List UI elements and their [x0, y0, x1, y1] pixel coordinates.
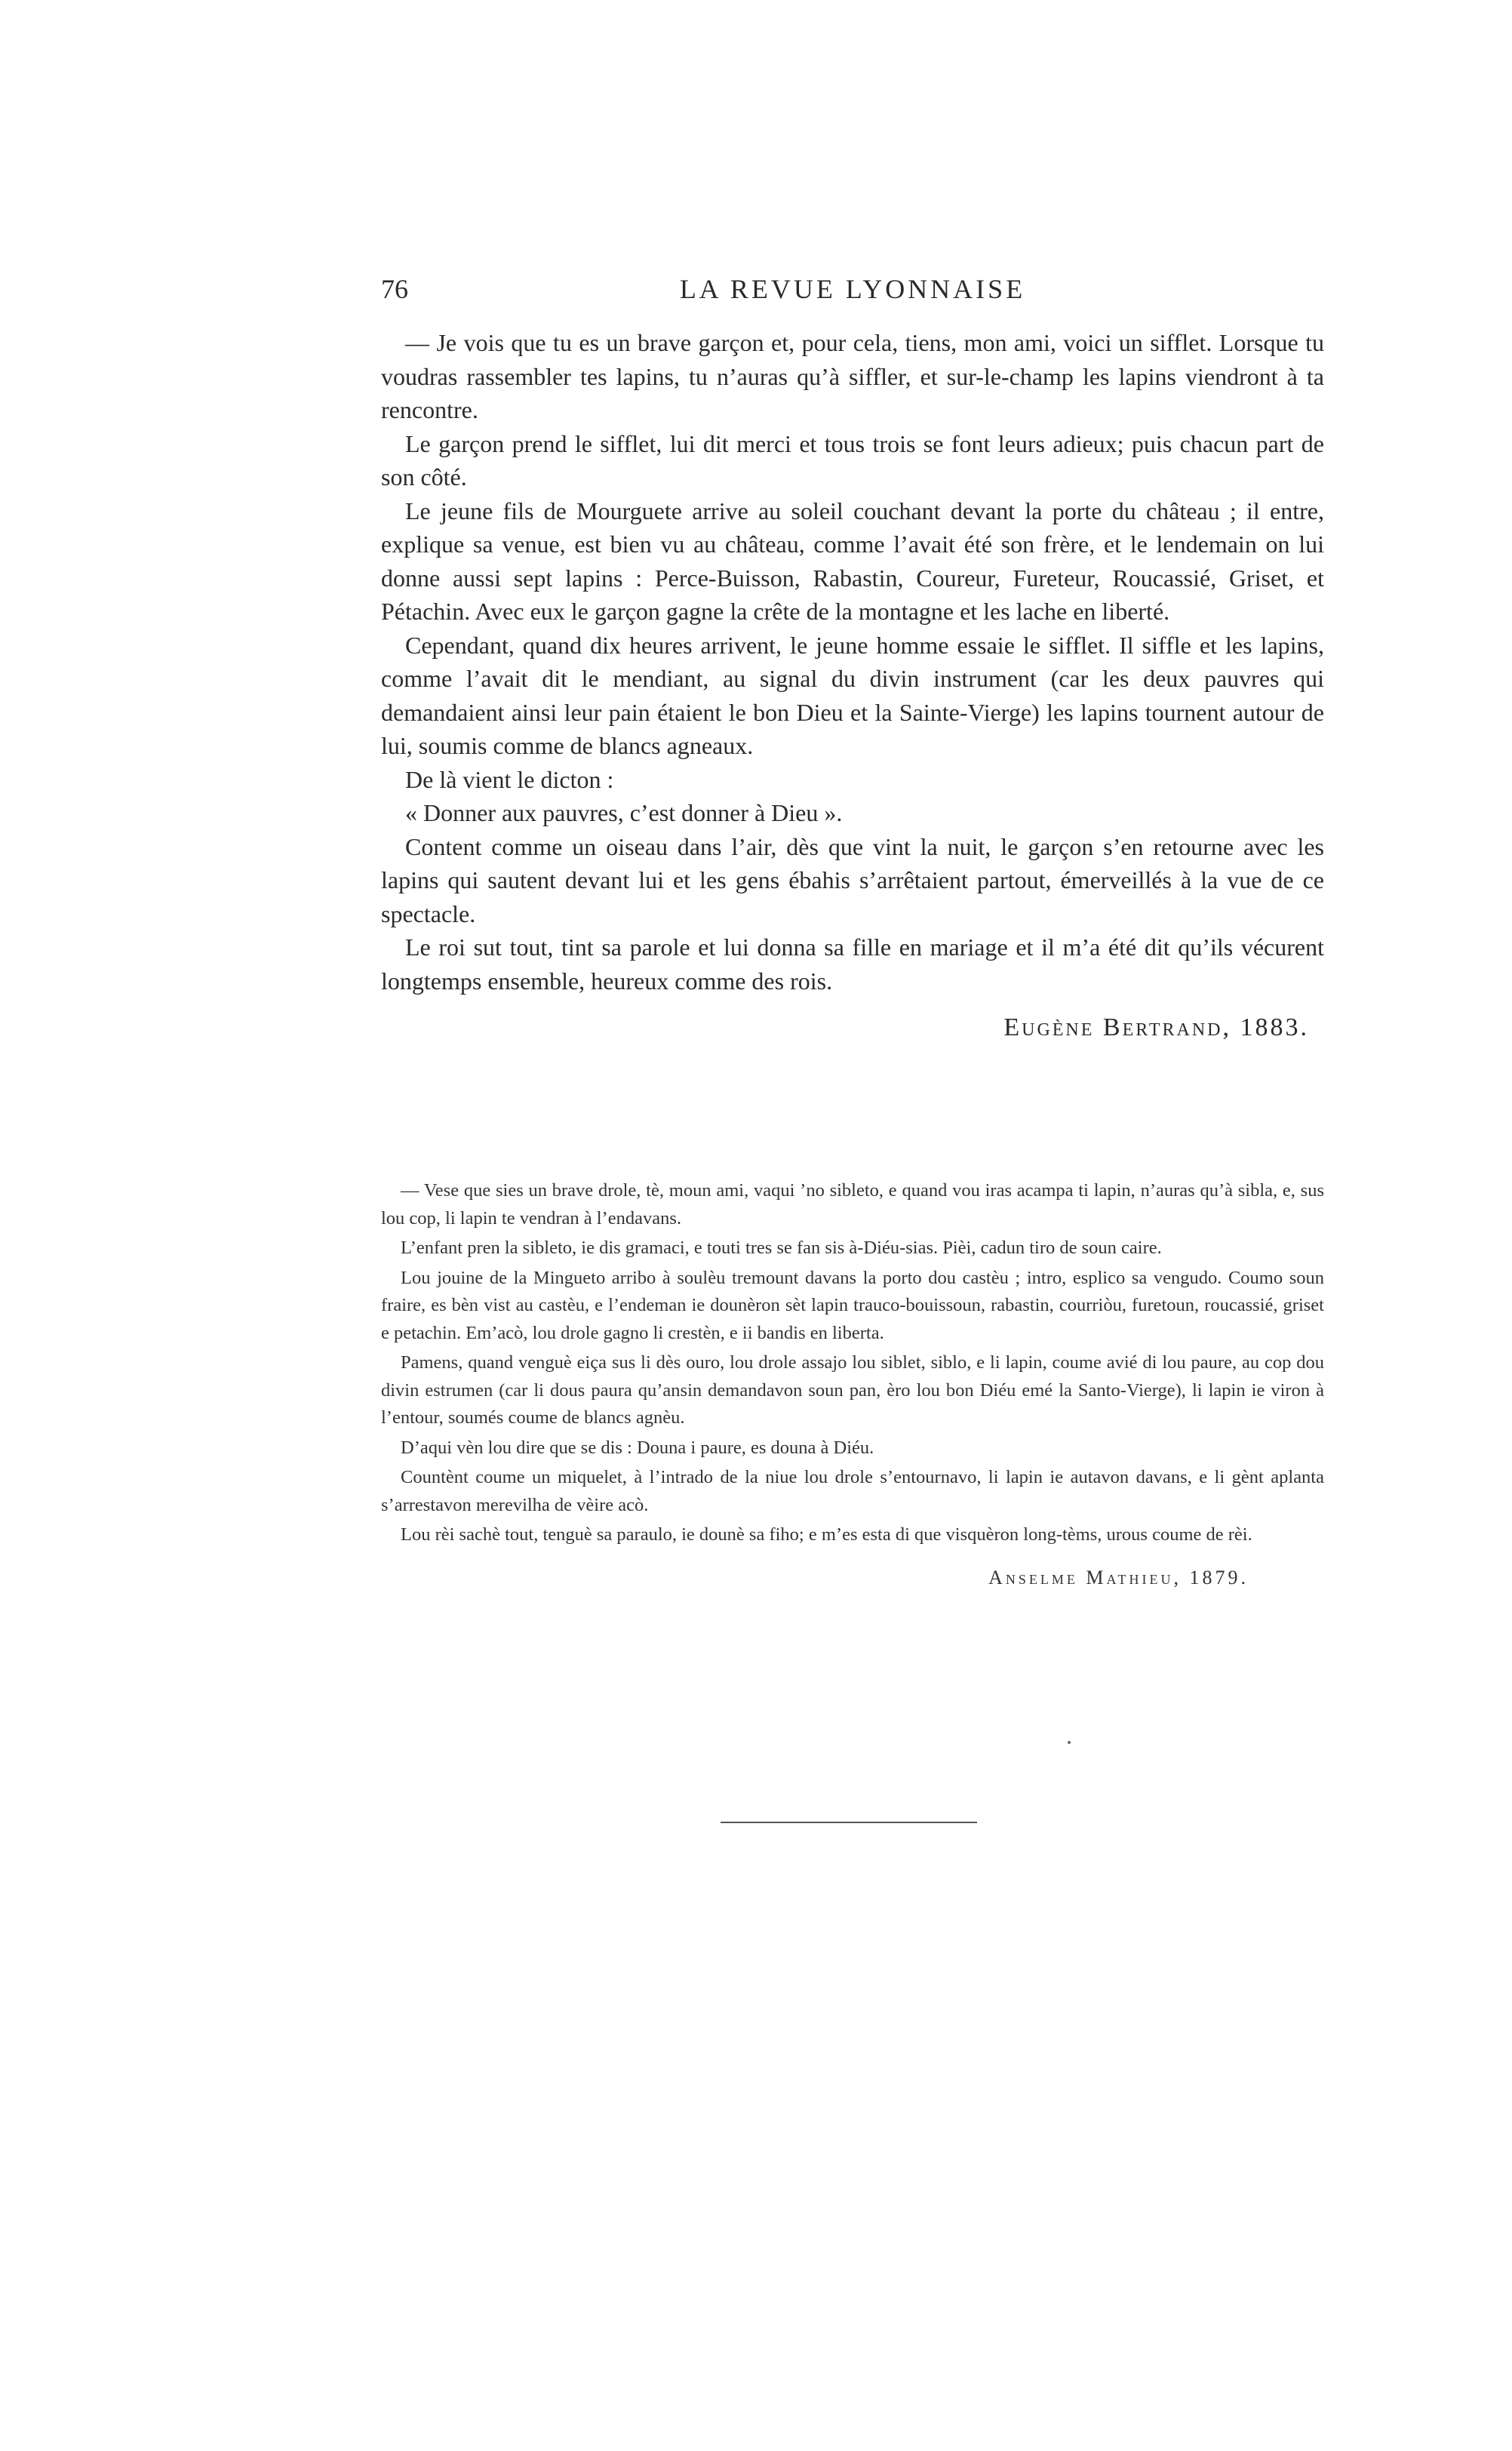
- provencal-original-text: [381, 1177, 1324, 1591]
- note-paragraph-3: Lou jouine de la Mingueto arribo à soulèu tremount davans la porto dou castèu ; intro, esplico sa vengudo. Coumo soun fraire, es bèn vist au castèu, e l’endeman ie dounèron sèt lapin trauco-bouissoun, rabastin, courriòu, furetoun, roucassié, griset e petachin. Em’acò, lou drole gagno li crestèn, e ii bandis en liberta.: [381, 1267, 1324, 1343]
- note-paragraph-5: D’aqui vèn lou dire que se dis : Douna i paure, es douna à Diéu.: [401, 1437, 874, 1458]
- note-paragraph-6: Countènt coume un miquelet, à l’intrado de la niue lou drole s’entournavo, li lapin ie autavon davans, e li gènt aplanta s’arrestavon merevilha de vèire acò.: [381, 1467, 1324, 1515]
- paragraph-2: Le garçon prend le sifflet, lui dit merci et tous trois se font leurs adieux; puis chacun part de son côté.: [381, 429, 1324, 491]
- note-paragraph-2: L’enfant pren la sibleto, ie dis gramaci, e touti tres se fan sis à-Diéu-sias. Pièi, cadun tiro de soun caire.: [401, 1238, 1162, 1258]
- paragraph-4: Cependant, quand dix heures arrivent, le jeune homme essaie le sifflet. Il siffle et les lapins, comme l’avait dit le mendiant, au signal du divin instrument (car les deux pauvres qui demandaient ainsi leur pain étaient le bon Dieu et la Sainte-Vierge) les lapins tournent autour de lui, soumis comme de blancs agneaux.: [381, 631, 1324, 759]
- author-signature: Eugène Bertrand, 1883.: [1003, 1013, 1309, 1041]
- paragraph-3: Le jeune fils de Mourguete arrive au soleil couchant devant la porte du château ; il entre, explique sa venue, est bien vu au château, comme l’avait été son frère, et le lendemain on lui donne aussi sept lapins : Perce-Buisson, Rabastin, Coureur, Fureteur, Roucassié, Griset, et Pétachin. Avec eux le garçon gagne la crête de la montagne et les lache en liberté.: [381, 497, 1324, 625]
- note-paragraph-4: Pamens, quand venguè eiça sus li dès ouro, lou drole assajo lou siblet, siblo, e li lapin, coume avié di lou paure, au cop dou divin estrumen (car li dous paura qu’ansin demandavon soun pan, èro lou bon Diéu emé la Santo-Vierge), li lapin ie viron à l’entour, soumés coume de blancs agnèu.: [381, 1352, 1324, 1428]
- paragraph-1: — Je vois que tu es un brave garçon et, pour cela, tiens, mon ami, voici un sifflet. Lorsque tu voudras rassembler tes lapins, tu n’auras qu’à siffler, et sur-le-champ les lapins viendront à ta rencontre.: [381, 329, 1324, 423]
- main-text: [381, 326, 1324, 1045]
- note-paragraph-1: — Vese que sies un brave drole, tè, moun ami, vaqui ’no sibleto, e quand vou iras acampa ti lapin, n’auras qu’à sibla, e, sus lou cop, li lapin te vendran à l’endavans.: [381, 1180, 1324, 1229]
- page-number: 76: [381, 274, 408, 304]
- note-paragraph-7: Lou rèi sachè tout, tenguè sa paraulo, ie dounè sa fiho; e m’es esta di que visquèron long-tèms, urous coume de rèi.: [401, 1524, 1252, 1545]
- paragraph-5: De là vient le dicton :: [405, 765, 614, 793]
- end-rule: [721, 1822, 977, 1823]
- running-title: LA REVUE LYONNAISE: [679, 274, 1026, 304]
- ink-speck: [1068, 1741, 1071, 1744]
- page-header: [381, 273, 1324, 311]
- paragraph-8: Le roi sut tout, tint sa parole et lui donna sa fille en mariage et il m’a été dit qu’ils vécurent longtemps ensemble, heureux comme des rois.: [381, 933, 1324, 995]
- paragraph-6: « Donner aux pauvres, c’est donner à Dieu ».: [405, 799, 843, 826]
- paragraph-7: Content comme un oiseau dans l’air, dès que vint la nuit, le garçon s’en retourne avec les lapins qui sautent devant lui et les gens ébahis s’arrêtaient partout, émerveillés à la vue de ce spectacle.: [381, 832, 1324, 927]
- note-author-signature: Anselme Mathieu, 1879.: [988, 1566, 1249, 1588]
